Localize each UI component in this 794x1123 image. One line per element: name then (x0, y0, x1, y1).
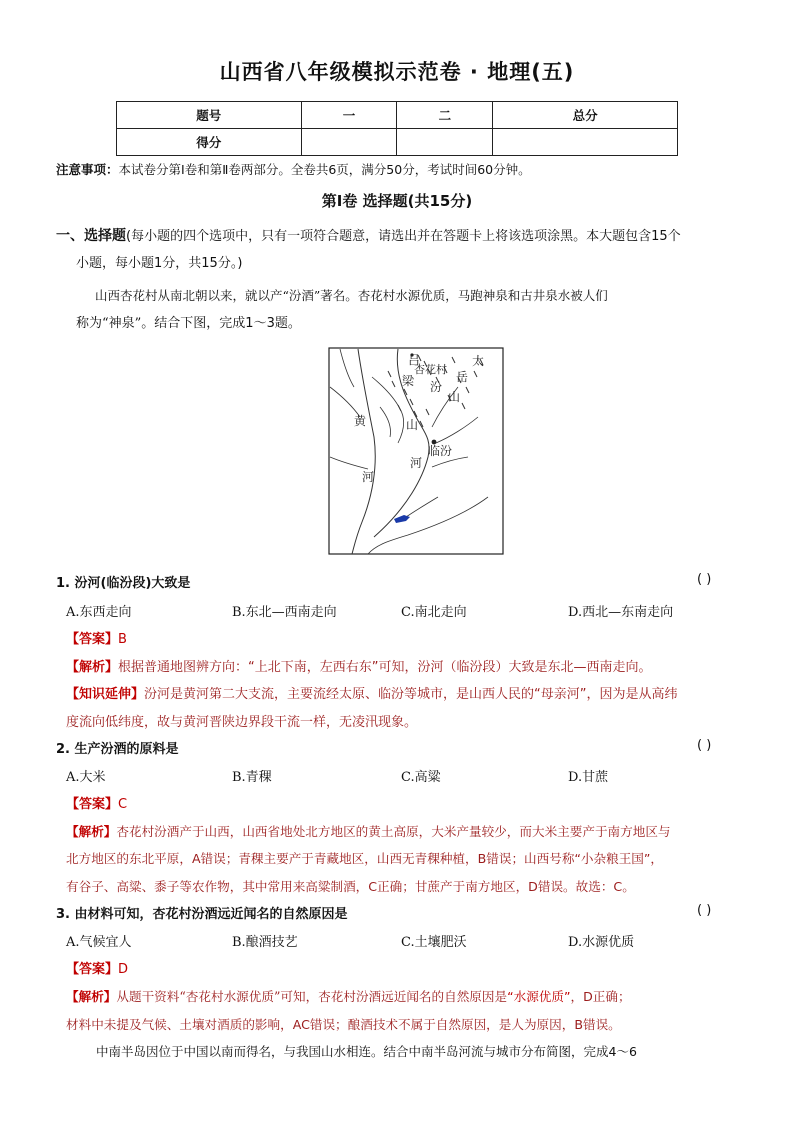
fenhe-map (328, 347, 504, 555)
map-label-tai: 太 (472, 354, 485, 368)
answer-tag: 【答案】 (66, 962, 119, 977)
material2-task: 。结合中南半岛河流与城市分布简图，完成4～6 (371, 1044, 637, 1059)
question-3-stem: 3. 由材料可知，杏花村汾酒远近闻名的自然原因是 (56, 907, 348, 922)
analysis-tag: 【解析】 (66, 824, 117, 839)
question-1-stem: 1. 汾河(临汾段)大致是 (56, 576, 191, 591)
map-label-shan: 山 (406, 418, 419, 432)
analysis-text-end: ，D正确； (570, 989, 631, 1004)
score-cell[interactable] (397, 129, 493, 156)
question-2-analysis (66, 821, 671, 840)
map-label-he-fen: 河 (410, 456, 423, 470)
notice-label: 注意事项： (56, 162, 119, 177)
map-label-xinghuacun: 杏花村 (414, 363, 447, 376)
answer-value: B (118, 632, 127, 647)
question-3-analysis-line2: 材料中未提及气候、土壤对酒质的影响，AC错误；酿酒技术不属于自然原因，是人为原因，B错误。 (66, 1017, 621, 1032)
question-2-analysis-line2: 北方地区的东北平原，A错误；青稞主要产于青藏地区，山西无青稞种植，B错误；山西号称“小杂粮王国”， (66, 851, 664, 866)
map-label-he-yellow: 河 (362, 470, 375, 484)
material1-line2-quote: 称为“神泉”。 (76, 316, 155, 331)
answer-tag: 【答案】 (66, 632, 119, 647)
section-title: 第Ⅰ卷 选择题(共15分) (321, 192, 473, 210)
question-1-answer (66, 628, 127, 647)
analysis-text: 杏花村汾酒远近闻名的自然原因是 (318, 989, 508, 1004)
answer-value: D (118, 962, 129, 977)
question-2-option-a: A.大米 (66, 770, 106, 785)
question-1-analysis (66, 656, 652, 675)
score-table-header-row (117, 102, 678, 129)
question-2-answer (66, 793, 127, 812)
question-1-option-d: D.西北—东南走向 (568, 605, 674, 620)
extension-tag: 【知识延伸】 (66, 687, 145, 702)
question-1-extension (66, 683, 678, 702)
map-label-mtn-lv: 梁 (402, 374, 415, 388)
map-label-yue-shan: 山 (448, 390, 461, 404)
question-2-option-b: B.青稞 (232, 770, 272, 785)
question-3-analysis (66, 986, 631, 1005)
question-1-answer-paren: ( ) (697, 572, 712, 587)
score-row-label: 得分 (117, 129, 302, 156)
part1-instructions-line2: 小题，每小题1分，共15分。) (76, 256, 243, 271)
material1-line1: 山西杏花村从南北朝以来，就以产“汾酒”著名。杏花村水源优质，马跑神泉和古井泉水被人们 (95, 288, 608, 303)
score-header-cell: 二 (397, 102, 493, 129)
analysis-tag: 【解析】 (66, 660, 119, 675)
question-3-option-a: A.气候宜人 (66, 935, 132, 950)
exam-notice (56, 160, 531, 178)
analysis-highlight: “水源优质” (507, 989, 571, 1004)
question-3-answer-paren: ( ) (697, 903, 712, 918)
material1-line2 (76, 310, 301, 338)
question-1-extension-line2: 度流向低纬度，故与黄河晋陕边界段干流一样，无凌汛现象。 (66, 715, 418, 730)
part1-heading: 一、选择题 (56, 228, 126, 244)
map-frame (329, 348, 503, 554)
score-header-cell: 总分 (493, 102, 678, 129)
question-3-answer (66, 958, 128, 977)
question-3-option-d: D.水源优质 (568, 935, 635, 950)
answer-value: C (118, 797, 128, 812)
map-label-lv: 吕 (408, 353, 421, 367)
analysis-quote: 从题干资料“杏花村水源优质”可知， (116, 989, 319, 1004)
part1-heading-line (56, 222, 681, 251)
extension-text: 汾河是黄河第二大支流，主要流经太原、临汾等城市，是山西人民的“母亲河”，因为是从高纬 (144, 687, 678, 702)
map-label-linfen: 临汾 (428, 444, 453, 458)
score-cell[interactable] (301, 129, 397, 156)
score-table (116, 101, 678, 156)
material1-line2-task: 结合下图，完成1～3题。 (154, 316, 301, 331)
score-header-cell: 题号 (117, 102, 302, 129)
question-2-option-d: D.甘蔗 (568, 770, 609, 785)
score-table-score-row (117, 129, 678, 156)
question-1-option-c: C.南北走向 (401, 605, 467, 620)
answer-tag: 【答案】 (66, 797, 119, 812)
page-title: 山西省八年级模拟示范卷 · 地理(五) (219, 60, 575, 84)
analysis-text: 杏花村汾酒产于山西，山西省地处北方地区的黄土高原，大米产量较少，而大米主要产于南方地区与 (116, 824, 671, 839)
question-3-option-b: B.酿酒技艺 (232, 935, 298, 950)
question-1-option-b: B.东北—西南走向 (232, 605, 337, 620)
question-2-answer-paren: ( ) (697, 738, 712, 753)
material2-line1 (96, 1038, 637, 1066)
analysis-tag: 【解析】 (66, 989, 117, 1004)
material2-quote: 中南半岛因位于中国以南而得名，与我国山水相连 (96, 1044, 372, 1059)
question-1-option-a: A.东西走向 (66, 605, 132, 620)
part1-instructions: (每小题的四个选项中，只有一项符合题意，请选出并在答题卡上将该选项涂黑。本大题包含15个 (126, 229, 681, 244)
map-label-yue: 岳 (456, 370, 469, 384)
question-2-option-c: C.高粱 (401, 770, 441, 785)
question-3-option-c: C.土壤肥沃 (401, 935, 467, 950)
notice-text: 本试卷分第Ⅰ卷和第Ⅱ卷两部分。全卷共6页，满分50分，考试时间60分钟。 (118, 162, 531, 177)
question-2-stem: 2. 生产汾酒的原料是 (56, 742, 179, 757)
score-header-cell: 一 (301, 102, 397, 129)
map-label-huang: 黄 (354, 414, 367, 428)
analysis-text: 根据普通地图辨方向：“上北下南，左西右东”可知，汾河（临汾段）大致是东北—西南走向。 (118, 660, 652, 675)
map-label-fen: 汾 (430, 380, 443, 394)
score-cell[interactable] (493, 129, 678, 156)
question-2-analysis-line3: 有谷子、高粱、黍子等农作物，其中常用来高粱制酒，C正确；甘蔗产于南方地区，D错误。故选：C。 (66, 879, 635, 894)
